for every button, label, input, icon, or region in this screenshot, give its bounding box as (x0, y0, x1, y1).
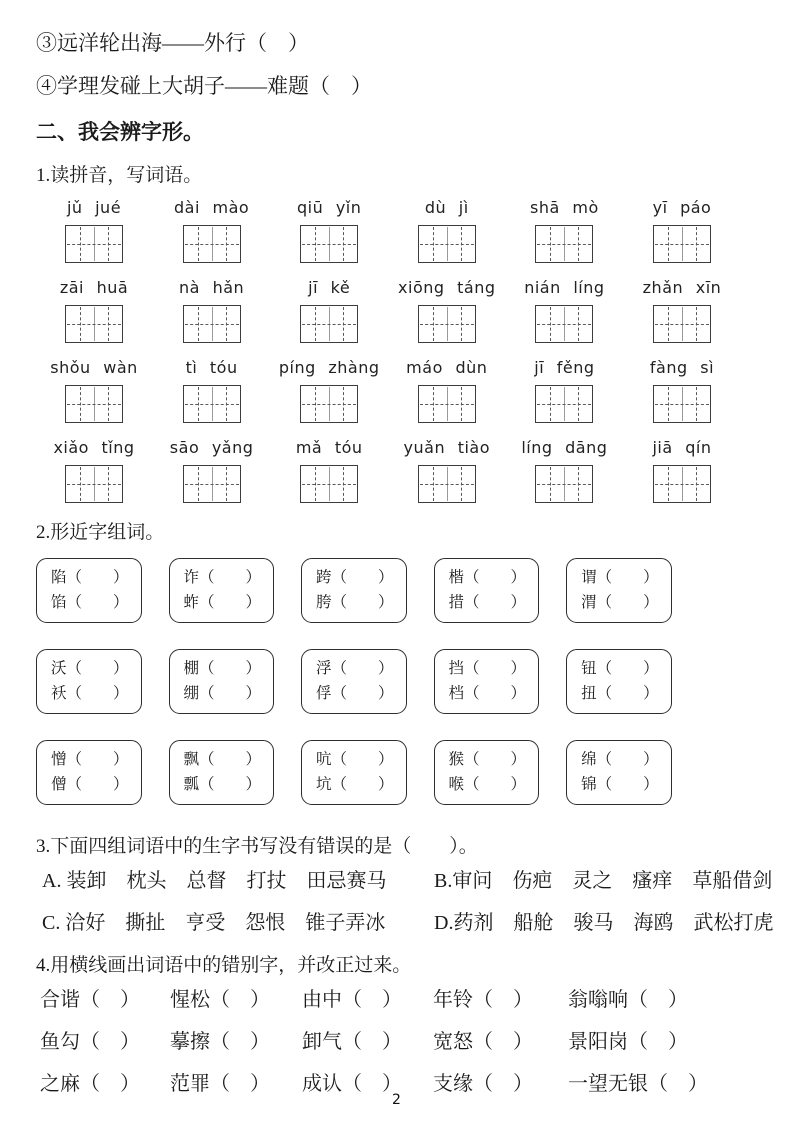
word-box (36, 558, 142, 623)
pinyin-label: jǔ jué (66, 198, 122, 217)
writing-grid (300, 225, 358, 263)
pinyin-label: yuǎn tiào (403, 438, 490, 457)
pinyin-label: sāo yǎng (169, 438, 254, 457)
correction-item: 宽怒（ ） (433, 1031, 533, 1053)
correction-item: 卸气（ ） (302, 1031, 402, 1053)
correction-item: 鱼勾（ ） (40, 1031, 140, 1053)
word-box (301, 740, 407, 805)
word-box-line: 浮（ ） (316, 660, 394, 677)
correction-item: 一望无银（ ） (568, 1073, 708, 1095)
pinyin-label: tì tóu (185, 358, 238, 377)
word-box (36, 649, 142, 714)
pinyin-label: shā mò (530, 198, 599, 217)
pinyin-label: zhǎn xīn (642, 278, 722, 297)
correction-item: 由中（ ） (302, 989, 402, 1011)
word-box (36, 740, 142, 805)
writing-grid (183, 305, 241, 343)
typo-correction-area (36, 987, 755, 1097)
pinyin-column (273, 197, 385, 263)
pinyin-label: nián líng (524, 278, 605, 297)
pinyin-column (156, 437, 268, 503)
writing-grid (535, 385, 593, 423)
correction-item: 成认（ ） (302, 1073, 402, 1095)
pinyin-row (38, 357, 738, 423)
option-d: D.药剂 船舱 骏马 海鸥 武松打虎 (434, 912, 774, 934)
word-box-line: 棚（ ） (183, 660, 262, 677)
pinyin-label: dài mào (174, 198, 250, 217)
word-box-row (36, 649, 755, 714)
q3-options (42, 868, 774, 936)
word-box-line: 飘（ ） (183, 751, 262, 768)
writing-grid (653, 305, 711, 343)
word-box-line: 俘（ ） (316, 685, 394, 702)
word-box-line: 档（ ） (448, 685, 527, 702)
writing-grid (535, 305, 593, 343)
writing-grid (653, 225, 711, 263)
pinyin-column (38, 277, 150, 343)
pinyin-column (508, 357, 620, 423)
q4-label: 4.用横线画出词语中的错别字，并改正过来。 (36, 955, 412, 976)
word-box-line: 沃（ ） (51, 660, 129, 677)
pinyin-column (626, 277, 738, 343)
word-box (301, 558, 407, 623)
word-box-line: 瓢（ ） (183, 776, 262, 793)
section-two-heading: 二、我会辨字形。 (36, 120, 204, 144)
pinyin-row (38, 277, 738, 343)
word-box-line: 绵（ ） (581, 751, 659, 768)
word-box-row (36, 740, 755, 805)
pinyin-label: jī fěng (534, 358, 595, 377)
pinyin-column (391, 197, 503, 263)
correction-item: 翁嗡响（ ） (568, 989, 688, 1011)
pinyin-column (273, 357, 385, 423)
pinyin-column (626, 197, 738, 263)
pinyin-label: dù jì (424, 198, 469, 217)
writing-grid (183, 225, 241, 263)
word-box (169, 649, 275, 714)
word-box-line: 胯（ ） (316, 594, 394, 611)
q1-label: 1.读拼音，写词语。 (36, 165, 203, 186)
option-b: B.审问 伤疤 灵之 瘙痒 草船借剑 (434, 870, 773, 892)
correction-item: 范罪（ ） (170, 1073, 270, 1095)
pinyin-label: yī páo (652, 198, 712, 217)
correction-item: 景阳岗（ ） (568, 1031, 688, 1053)
pinyin-label: píng zhàng (278, 358, 380, 377)
writing-grid (65, 465, 123, 503)
q2-label: 2.形近字组词。 (36, 522, 165, 543)
word-box-line: 袄（ ） (51, 685, 129, 702)
word-box-line: 谓（ ） (581, 569, 659, 586)
word-box (169, 558, 275, 623)
pinyin-column (391, 357, 503, 423)
pinyin-column (391, 277, 503, 343)
word-box-line: 锦（ ） (581, 776, 659, 793)
word-box (301, 649, 407, 714)
writing-grid (300, 305, 358, 343)
pinyin-label: shǒu wàn (50, 358, 138, 377)
correction-item: 摹擦（ ） (170, 1031, 270, 1053)
pinyin-label: xiōng táng (398, 278, 496, 297)
writing-grid (65, 305, 123, 343)
pinyin-label: zāi huā (59, 278, 129, 297)
pinyin-row (38, 197, 738, 263)
writing-grid (418, 225, 476, 263)
word-box-row (36, 558, 755, 623)
writing-grid (65, 225, 123, 263)
pinyin-column (508, 437, 620, 503)
writing-grid (183, 385, 241, 423)
word-box (566, 740, 672, 805)
correction-item: 惺松（ ） (170, 989, 270, 1011)
word-box-line: 蚱（ ） (183, 594, 262, 611)
page-number: 2 (392, 1092, 401, 1108)
pinyin-column (273, 437, 385, 503)
correction-item: 之麻（ ） (40, 1073, 140, 1095)
option-a: A. 装卸 枕头 总督 打扙 田忌赛马 (42, 870, 387, 892)
word-box-line: 绷（ ） (183, 685, 262, 702)
word-box-line: 喉（ ） (448, 776, 527, 793)
pinyin-label: xiǎo tǐng (53, 438, 135, 457)
pinyin-column (626, 437, 738, 503)
pinyin-label: jiā qín (652, 438, 712, 457)
correction-item: 年铃（ ） (433, 989, 533, 1011)
correction-item: 合谐（ ） (40, 989, 140, 1011)
word-box (434, 558, 540, 623)
pinyin-label: nà hǎn (179, 278, 245, 297)
pinyin-column (156, 197, 268, 263)
writing-grid (418, 465, 476, 503)
word-box (566, 649, 672, 714)
writing-grid (653, 465, 711, 503)
word-box-line: 坑（ ） (316, 776, 394, 793)
word-box-line: 诈（ ） (183, 569, 262, 586)
pinyin-label: qiū yǐn (296, 198, 362, 217)
correction-row (40, 1029, 755, 1055)
word-box-line: 僧（ ） (51, 776, 129, 793)
pinyin-row (38, 437, 738, 503)
writing-grid (183, 465, 241, 503)
word-box-line: 钮（ ） (581, 660, 659, 677)
word-box-line: 措（ ） (448, 594, 527, 611)
pinyin-column (156, 357, 268, 423)
pinyin-column (38, 437, 150, 503)
pinyin-label: máo dùn (406, 358, 488, 377)
correction-item: 支缘（ ） (433, 1073, 533, 1095)
word-box-line: 扭（ ） (581, 685, 659, 702)
riddle-line-3: ③远洋轮出海——外行（ ） (36, 31, 309, 55)
writing-grid (300, 385, 358, 423)
word-box-line: 挡（ ） (448, 660, 527, 677)
writing-grid (535, 465, 593, 503)
pinyin-column (508, 277, 620, 343)
pinyin-column (626, 357, 738, 423)
pinyin-label: líng dāng (521, 438, 608, 457)
word-box-line: 憎（ ） (51, 751, 129, 768)
pinyin-column (508, 197, 620, 263)
pinyin-column (391, 437, 503, 503)
pinyin-label: fàng sì (649, 358, 715, 377)
word-box (169, 740, 275, 805)
writing-grid (535, 225, 593, 263)
word-formation-area (36, 558, 755, 805)
option-c: C. 洽好 撕扯 亨受 怨恨 锥子弄冰 (42, 912, 386, 934)
word-box-line: 跨（ ） (316, 569, 394, 586)
pinyin-column (273, 277, 385, 343)
riddle-line-4: ④学理发碰上大胡子——难题（ ） (36, 74, 372, 98)
writing-grid (418, 385, 476, 423)
writing-grid (653, 385, 711, 423)
pinyin-column (156, 277, 268, 343)
word-box-line: 吭（ ） (316, 751, 394, 768)
word-box (566, 558, 672, 623)
writing-grid (300, 465, 358, 503)
word-box-line: 楷（ ） (448, 569, 527, 586)
writing-grid (418, 305, 476, 343)
pinyin-writing-area (36, 197, 755, 503)
pinyin-label: mǎ tóu (295, 438, 363, 457)
correction-row (40, 987, 755, 1013)
word-box-line: 渭（ ） (581, 594, 659, 611)
pinyin-column (38, 357, 150, 423)
pinyin-label: jī kě (308, 278, 351, 297)
word-box (434, 649, 540, 714)
word-box-line: 猴（ ） (448, 751, 527, 768)
word-box (434, 740, 540, 805)
word-box-line: 陷（ ） (51, 569, 129, 586)
writing-grid (65, 385, 123, 423)
pinyin-column (38, 197, 150, 263)
word-box-line: 馅（ ） (51, 594, 129, 611)
q3-label: 3.下面四组词语中的生字书写没有错误的是（ ）。 (36, 836, 478, 857)
